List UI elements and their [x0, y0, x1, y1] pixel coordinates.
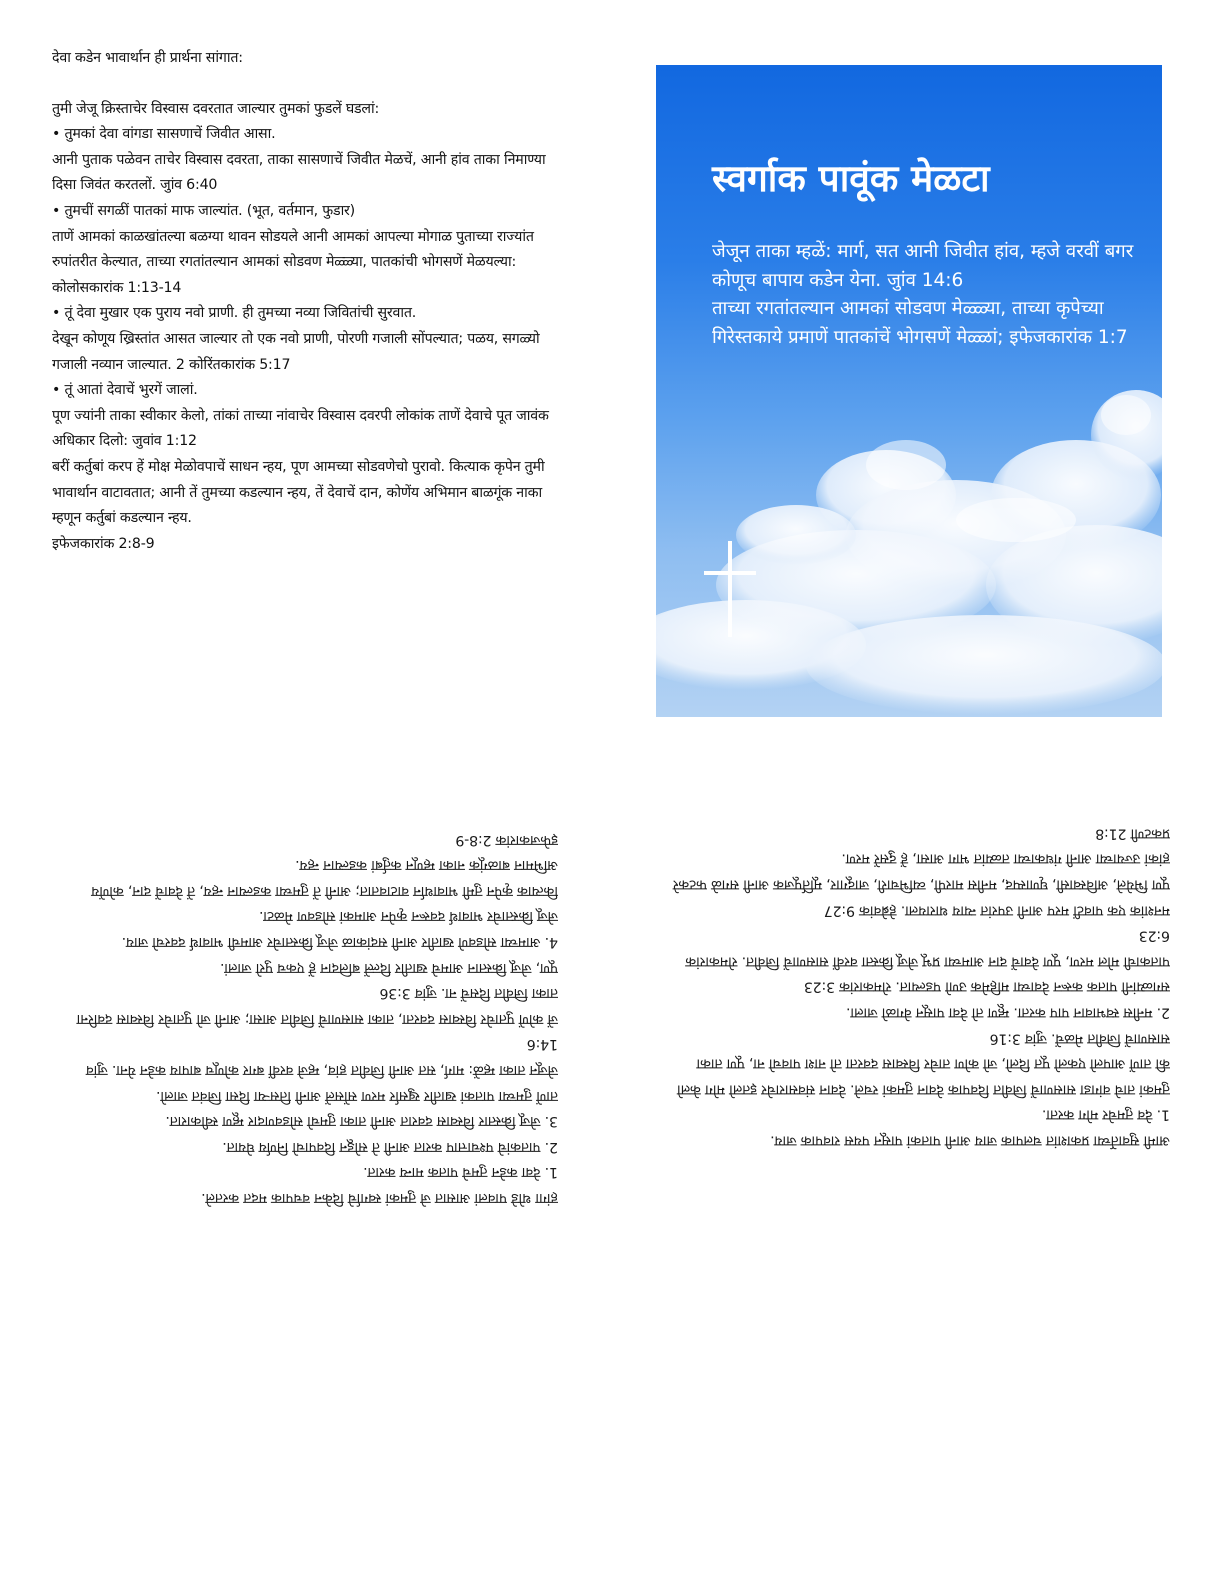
cover-verse-john-14-6: जेजून ताका म्हळें: मार्ग, सत आनी जिवीत हांव, म्हजे वरवीं बगर कोणूच बापाय कडेन येना. जुांव 14:6	[712, 241, 1134, 291]
flipped-line: पूण भियेले, अविस्वासी, घृणास्पद, मनीस मारपी, व्यभिचारी, जादूगार, मूर्तिपूजक आनी सगळे फटकरे हांकां उज्याच्या आनी गंधकाच्या तळ्यांत भाग आसा, हें दुसरें मरण.	[668, 851, 1170, 893]
cover-title: स्वर्गाक पावूंक मेळटा	[712, 157, 990, 200]
flipped-line: जेजून ताका म्हळें: मार्ग, सत आनी जिवीत हांव, म्हजे वरवीं बगर कोणूच बापाय कडेन येना. जुांव 14:6	[81, 1036, 558, 1078]
flipped-line: ताणें तुमच्या पातकां खातीर खुर्सार मरण सोंसलें आनी तिसऱ्या दिसा जिवंत जालो.	[156, 1087, 558, 1104]
cover-image	[656, 65, 1162, 717]
flipped-line: आमी सुवार्तेच्या प्रकाशांत चलपाक जाय आनी पातकां पासून पयस रावपाक जाय.	[770, 1132, 1170, 1149]
flipped-panel-right	[660, 820, 1170, 1153]
verse-2-corinthians-5-17: देखून कोणूय ख्रिस्तांत आसत जाल्यार तो एक नवो प्राणी, पोरणी गजाली सोंपल्यात; पळय, सगळ्यो गजाली नव्यान जाल्यात. 2 कोरिंतकारांक 5:17	[52, 330, 544, 373]
flipped-line: पूण, जेजू क्रिस्तान आमचे खातीर दिल्लें बलिदान हें एकच पुरो जालां.	[220, 959, 558, 976]
flipped-line: कित्याक कृपेन तुमी भावार्थान वाटावतात; आनी तें तुमच्या कडल्यान न्हय, तें देवाचें दान, कोणेंय अभिमान बाळगूंक नाका म्हणून कर्तुबां कडल्यान न्हय.	[87, 857, 558, 899]
verse-john-6-40: आनी पुताक पळेवन ताचेर विस्वास दवरता, ताका सासणाचें जिवीत मेळचें, आनी हांव ताका निमाण्या दिसा जिवंत करतलों. जुांव 6:40	[52, 151, 550, 194]
flipped-panel-left	[52, 826, 558, 1210]
flipped-line: प्रकटणी 21:8	[1095, 825, 1170, 842]
cover-verses	[712, 238, 1142, 352]
flipped-line: 4. आमच्या सोडवणे खातीर आनी सदांकाळ जेजू क्रिस्ताचेर आमची भावार्थ दवरचो जाय.	[121, 933, 558, 950]
faith-result-heading: तुमी जेजू क्रिस्ताचेर विस्वास दवरतात जाल्यार तुमकां फुडलें घडलां:	[52, 100, 380, 117]
flipped-line: मनशांक एक पावटीं मरप आनी उपरांत न्याय थारायला. हेब्रेवांक 9:27	[823, 902, 1170, 919]
flipped-line: 1. देवा कडेन तुमचे पातक मान्य करात.	[363, 1164, 558, 1181]
flipped-line: तुमकां ताचे वांगडा सासणाचें जिवीत दिवपाक देवान तुमकां रचले. देवान संवसाराचेर इतलो मोग केलो की ताणें आपलो एकलो पूत दिलो, जो कोण ताचेर विस्वास दवरता तो नाश पावचो ना, पूण ताका सासणाचें जिवीत मेळचें. जुांव 3:16	[672, 1030, 1170, 1098]
verse-ref-ephesians-2-8-9: इफेजकारांक 2:8-9	[52, 535, 155, 552]
flipped-line: 1. देव तुमचेर मोग करता.	[1042, 1107, 1170, 1124]
flipped-line: सगळ्यांनी पातक करून देवाच्या महिमेक उणो पडल्यात. रोमकारांक 3:23	[804, 979, 1170, 996]
cross-icon	[704, 541, 756, 641]
bullet-eternal-life: • तुमकां देवा वांगडा सासणाचें जिवीत आसा.	[52, 126, 276, 143]
prayer-panel	[52, 46, 558, 557]
spacer	[52, 72, 558, 97]
verse-ephesians-2-8: बरीं कर्तुबां करप हें मोक्ष मेळोवपाचें साधन न्हय, पूण आमच्या सोडवणेचो पुरावो. कित्याक कृपेन तुमी भावार्थान वाटावतात; आनी तें तुमच्या कडल्यान न्हय, तें देवाचें दान, कोणेंय अभिमान बाळगूंक नाका म्हणून कर्तुबां कडल्यान न्हय.	[52, 458, 549, 527]
flipped-line: 2. पातकांचे पश्चात्ताप करात आनी ते सोडून दिवपाचो निर्णय घेयात.	[222, 1138, 558, 1155]
flipped-line: जें कोणें पुताचेर विस्वास दवरता, ताका सासणाचें जिवीत आसा; आनी जो पुताचेर विस्वास दवरिना ताका जिवीत दिसचें ना. जुांव 3:36	[72, 985, 558, 1027]
flipped-line: पातकाची मोल मरण, पूण देवाचें दान आमच्या प्रभू जेजू क्रिस्ता वरवीं सासणाचें जिवीत. रोमकारांक 6:23	[681, 927, 1170, 970]
prayer-text: देवा कडेन भावार्थान ही प्रार्थना सांगात:	[52, 50, 243, 66]
verse-colossians-1-13: ताणें आमकां काळखांतल्या बळग्या थावन सोडयले आनी आमकां आपल्या मोगाळ पुताच्या राज्यांत रुपांतरीत केल्यात, ताच्या रगतांतल्यान आमकां सोडवण मेळ्ळ्या, पातकांची भोगसणें मेळयल्या: कोलोसकारांक 1:13-14	[52, 228, 539, 296]
verse-john-1-12: पूण ज्यांनी ताका स्वीकार केलो, तांकां ताच्या नांवाचेर विस्वास दवरपी लोकांक ताणें देवाचे पूत जावंक अधिकार दिलो: जुवांव 1:12	[52, 407, 553, 450]
flipped-line: 2. मनीस स्वभावान पाप करता. म्हूण तो देवा पासून वेगळो जाला.	[846, 1004, 1170, 1021]
bullet-new-creation: • तूं देवा मुखार एक पुराय नवो प्राणी. ही तुमच्या नव्या जिवितांची सुरवात.	[52, 305, 417, 322]
bullet-child-of-god: • तूं आतां देवाचें भुरगें जालां.	[52, 382, 198, 399]
flipped-line: 3. जेजू क्रिस्तार विस्वास दवरात आनी ताका तुमचो सोडवणदार म्हूण स्वीकारात.	[165, 1113, 558, 1130]
flipped-line: इफेजकारांक 2:8-9	[455, 831, 558, 848]
bullet-sins-forgiven: • तुमचीं सगळीं पातकां माफ जाल्यांत. (भूत, वर्तमान, फुडार)	[52, 202, 355, 219]
flipped-line: जेजू क्रिस्ताचेर भावार्थ दवरून कृपेन आमकां सोडवण मेळटा.	[259, 908, 558, 925]
cover-verse-ephesians-1-7: ताच्या रगतांतल्यान आमकां सोडवण मेळ्ळ्या, ताच्या कृपेच्या गिरेस्तकाये प्रमाणें पातकांचें भोगसणें मेळ्ळां; इफेजकारांक 1:7	[712, 298, 1128, 348]
flipped-line: हांगा थोडे पावलां आसात जे तुमकां स्वर्गाचे दिकेन वचपाक मदत करतले.	[201, 1189, 558, 1206]
